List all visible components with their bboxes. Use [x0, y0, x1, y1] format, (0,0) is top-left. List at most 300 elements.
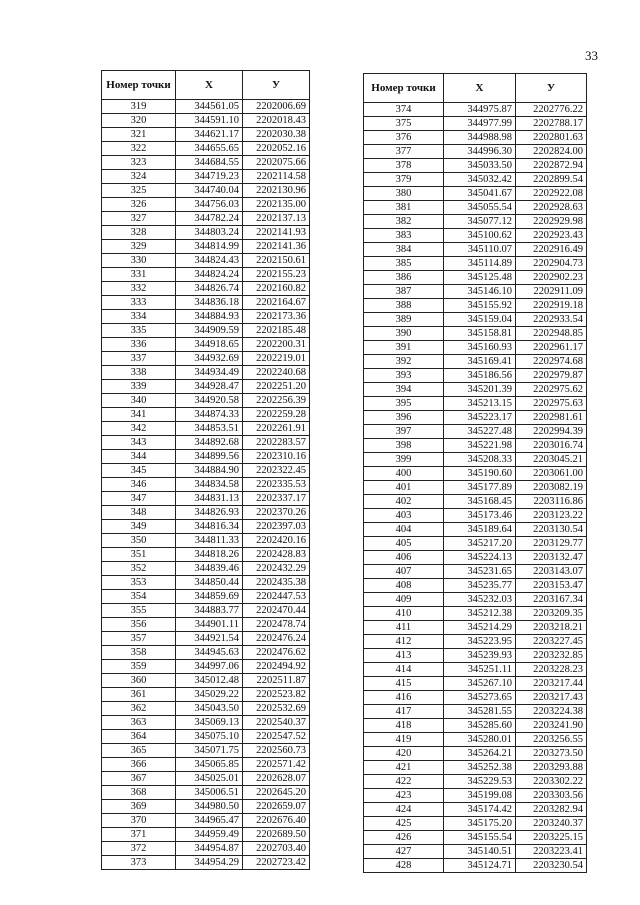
- y-coordinate-cell: 2202137.13: [243, 212, 310, 226]
- point-number-cell: 321: [102, 128, 176, 142]
- table-row: [102, 660, 310, 674]
- x-coordinate-cell: 345231.65: [444, 565, 516, 579]
- y-coordinate-cell: 2202397.03: [243, 520, 310, 534]
- y-coordinate-cell: 2202532.69: [243, 702, 310, 716]
- point-number-cell: 375: [364, 117, 444, 131]
- x-coordinate-cell: 345224.13: [444, 551, 516, 565]
- table-row: [364, 285, 587, 299]
- x-coordinate-cell: 345232.03: [444, 593, 516, 607]
- y-coordinate-cell: 2202628.07: [243, 772, 310, 786]
- x-coordinate-cell: 345190.60: [444, 467, 516, 481]
- table-row: [102, 520, 310, 534]
- table-row: [102, 128, 310, 142]
- x-coordinate-cell: 345160.93: [444, 341, 516, 355]
- y-coordinate-cell: 2202540.37: [243, 716, 310, 730]
- table-row: [364, 565, 587, 579]
- x-coordinate-cell: 344824.43: [176, 254, 243, 268]
- x-coordinate-cell: 344814.99: [176, 240, 243, 254]
- y-coordinate-cell: 2202723.42: [243, 856, 310, 870]
- y-coordinate-cell: 2202018.43: [243, 114, 310, 128]
- y-coordinate-cell: 2202141.36: [243, 240, 310, 254]
- x-coordinate-cell: 345239.93: [444, 649, 516, 663]
- x-coordinate-cell: 344928.47: [176, 380, 243, 394]
- y-coordinate-cell: 2202776.22: [516, 103, 587, 117]
- table-body-left: [102, 100, 310, 870]
- y-coordinate-cell: 2203129.77: [516, 537, 587, 551]
- y-coordinate-cell: 2202337.17: [243, 492, 310, 506]
- x-coordinate-cell: 344834.58: [176, 478, 243, 492]
- table-row: [364, 145, 587, 159]
- table-row: [364, 649, 587, 663]
- y-coordinate-cell: 2202259.28: [243, 408, 310, 422]
- point-number-cell: 381: [364, 201, 444, 215]
- point-number-cell: 325: [102, 184, 176, 198]
- point-number-cell: 392: [364, 355, 444, 369]
- table-row: [364, 551, 587, 565]
- y-coordinate-cell: 2202511.87: [243, 674, 310, 688]
- y-coordinate-cell: 2202801.63: [516, 131, 587, 145]
- table-row: [102, 814, 310, 828]
- point-number-cell: 384: [364, 243, 444, 257]
- point-number-cell: 324: [102, 170, 176, 184]
- point-number-cell: 361: [102, 688, 176, 702]
- point-number-cell: 337: [102, 352, 176, 366]
- x-coordinate-cell: 345264.21: [444, 747, 516, 761]
- y-coordinate-cell: 2202150.61: [243, 254, 310, 268]
- x-coordinate-cell: 344818.26: [176, 548, 243, 562]
- point-number-cell: 368: [102, 786, 176, 800]
- point-number-cell: 328: [102, 226, 176, 240]
- x-coordinate-cell: 344803.24: [176, 226, 243, 240]
- x-coordinate-cell: 345155.54: [444, 831, 516, 845]
- point-number-cell: 363: [102, 716, 176, 730]
- table-row: [364, 299, 587, 313]
- y-coordinate-cell: 2202006.69: [243, 100, 310, 114]
- point-number-cell: 398: [364, 439, 444, 453]
- point-number-cell: 353: [102, 576, 176, 590]
- y-coordinate-cell: 2202928.63: [516, 201, 587, 215]
- y-coordinate-cell: 2202130.96: [243, 184, 310, 198]
- x-coordinate-cell: 345173.46: [444, 509, 516, 523]
- table-row: [102, 212, 310, 226]
- point-number-cell: 422: [364, 775, 444, 789]
- x-coordinate-cell: 345189.64: [444, 523, 516, 537]
- y-coordinate-cell: 2202547.52: [243, 730, 310, 744]
- x-coordinate-cell: 345252.38: [444, 761, 516, 775]
- table-row: [364, 257, 587, 271]
- point-number-cell: 390: [364, 327, 444, 341]
- point-number-cell: 371: [102, 828, 176, 842]
- table-row: [102, 828, 310, 842]
- y-coordinate-cell: 2202923.43: [516, 229, 587, 243]
- point-number-cell: 348: [102, 506, 176, 520]
- y-coordinate-cell: 2202689.50: [243, 828, 310, 842]
- x-coordinate-cell: 344909.59: [176, 324, 243, 338]
- x-coordinate-cell: 344975.87: [444, 103, 516, 117]
- y-coordinate-cell: 2203217.44: [516, 677, 587, 691]
- y-coordinate-cell: 2202476.24: [243, 632, 310, 646]
- table-body-right: [364, 103, 587, 873]
- y-coordinate-cell: 2202929.98: [516, 215, 587, 229]
- point-number-cell: 414: [364, 663, 444, 677]
- point-number-cell: 338: [102, 366, 176, 380]
- point-number-cell: 323: [102, 156, 176, 170]
- y-coordinate-cell: 2203123.22: [516, 509, 587, 523]
- x-coordinate-cell: 344980.50: [176, 800, 243, 814]
- point-number-cell: 333: [102, 296, 176, 310]
- table-row: [364, 453, 587, 467]
- table-row: [364, 621, 587, 635]
- point-number-cell: 364: [102, 730, 176, 744]
- table-row: [364, 761, 587, 775]
- y-coordinate-cell: 2203225.15: [516, 831, 587, 845]
- y-coordinate-cell: 2202075.66: [243, 156, 310, 170]
- x-coordinate-cell: 344918.65: [176, 338, 243, 352]
- table-row: [102, 268, 310, 282]
- table-row: [364, 775, 587, 789]
- y-coordinate-cell: 2202994.39: [516, 425, 587, 439]
- y-coordinate-cell: 2202114.58: [243, 170, 310, 184]
- x-coordinate-cell: 344824.24: [176, 268, 243, 282]
- point-number-cell: 341: [102, 408, 176, 422]
- x-coordinate-cell: 345169.41: [444, 355, 516, 369]
- x-coordinate-cell: 345267.10: [444, 677, 516, 691]
- point-number-cell: 412: [364, 635, 444, 649]
- x-coordinate-cell: 344826.93: [176, 506, 243, 520]
- x-coordinate-cell: 345168.45: [444, 495, 516, 509]
- x-coordinate-cell: 345201.39: [444, 383, 516, 397]
- point-number-cell: 380: [364, 187, 444, 201]
- table-row: [364, 243, 587, 257]
- x-coordinate-cell: 345174.42: [444, 803, 516, 817]
- point-number-cell: 406: [364, 551, 444, 565]
- x-coordinate-cell: 344756.03: [176, 198, 243, 212]
- header-point-number: Номер точки: [364, 74, 444, 103]
- point-number-cell: 426: [364, 831, 444, 845]
- table-row: [102, 478, 310, 492]
- x-coordinate-cell: 344921.54: [176, 632, 243, 646]
- table-row: [102, 506, 310, 520]
- x-coordinate-cell: 344899.56: [176, 450, 243, 464]
- table-row: [364, 341, 587, 355]
- y-coordinate-cell: 2202322.45: [243, 464, 310, 478]
- y-coordinate-cell: 2203240.37: [516, 817, 587, 831]
- y-coordinate-cell: 2203227.45: [516, 635, 587, 649]
- x-coordinate-cell: 345212.38: [444, 607, 516, 621]
- table-row: [364, 369, 587, 383]
- x-coordinate-cell: 345177.89: [444, 481, 516, 495]
- point-number-cell: 399: [364, 453, 444, 467]
- y-coordinate-cell: 2202904.73: [516, 257, 587, 271]
- table-row: [102, 786, 310, 800]
- x-coordinate-cell: 345227.48: [444, 425, 516, 439]
- x-coordinate-cell: 344684.55: [176, 156, 243, 170]
- table-row: [364, 229, 587, 243]
- y-coordinate-cell: 2202974.68: [516, 355, 587, 369]
- y-coordinate-cell: 2202200.31: [243, 338, 310, 352]
- y-coordinate-cell: 2203143.07: [516, 565, 587, 579]
- table-row: [364, 103, 587, 117]
- x-coordinate-cell: 344997.06: [176, 660, 243, 674]
- x-coordinate-cell: 344740.04: [176, 184, 243, 198]
- y-coordinate-cell: 2203303.56: [516, 789, 587, 803]
- y-coordinate-cell: 2203230.54: [516, 859, 587, 873]
- table-header-row: [364, 74, 587, 103]
- y-coordinate-cell: 2202155.23: [243, 268, 310, 282]
- x-coordinate-cell: 344782.24: [176, 212, 243, 226]
- y-coordinate-cell: 2202919.18: [516, 299, 587, 313]
- point-number-cell: 397: [364, 425, 444, 439]
- y-coordinate-cell: 2202261.91: [243, 422, 310, 436]
- y-coordinate-cell: 2202872.94: [516, 159, 587, 173]
- table-row: [364, 439, 587, 453]
- table-row: [364, 747, 587, 761]
- y-coordinate-cell: 2202478.74: [243, 618, 310, 632]
- x-coordinate-cell: 344883.77: [176, 604, 243, 618]
- table-row: [364, 411, 587, 425]
- coordinates-table-left: [101, 70, 310, 870]
- point-number-cell: 394: [364, 383, 444, 397]
- y-coordinate-cell: 2202902.23: [516, 271, 587, 285]
- x-coordinate-cell: 345208.33: [444, 453, 516, 467]
- x-coordinate-cell: 344988.98: [444, 131, 516, 145]
- point-number-cell: 326: [102, 198, 176, 212]
- point-number-cell: 357: [102, 632, 176, 646]
- y-coordinate-cell: 2203241.90: [516, 719, 587, 733]
- y-coordinate-cell: 2203282.94: [516, 803, 587, 817]
- point-number-cell: 358: [102, 646, 176, 660]
- table-row: [364, 845, 587, 859]
- point-number-cell: 369: [102, 800, 176, 814]
- point-number-cell: 319: [102, 100, 176, 114]
- table-row: [102, 198, 310, 212]
- x-coordinate-cell: 345125.48: [444, 271, 516, 285]
- y-coordinate-cell: 2202240.68: [243, 366, 310, 380]
- x-coordinate-cell: 344965.47: [176, 814, 243, 828]
- y-coordinate-cell: 2203228.23: [516, 663, 587, 677]
- y-coordinate-cell: 2202219.01: [243, 352, 310, 366]
- table-row: [102, 618, 310, 632]
- x-coordinate-cell: 345012.48: [176, 674, 243, 688]
- x-coordinate-cell: 345214.29: [444, 621, 516, 635]
- y-coordinate-cell: 2202494.92: [243, 660, 310, 674]
- x-coordinate-cell: 344945.63: [176, 646, 243, 660]
- point-number-cell: 343: [102, 436, 176, 450]
- x-coordinate-cell: 345159.04: [444, 313, 516, 327]
- table-row: [102, 310, 310, 324]
- y-coordinate-cell: 2202975.62: [516, 383, 587, 397]
- point-number-cell: 320: [102, 114, 176, 128]
- point-number-cell: 402: [364, 495, 444, 509]
- y-coordinate-cell: 2203132.47: [516, 551, 587, 565]
- x-coordinate-cell: 345273.65: [444, 691, 516, 705]
- x-coordinate-cell: 345032.42: [444, 173, 516, 187]
- x-coordinate-cell: 345186.56: [444, 369, 516, 383]
- x-coordinate-cell: 344836.18: [176, 296, 243, 310]
- x-coordinate-cell: 344901.11: [176, 618, 243, 632]
- x-coordinate-cell: 344591.10: [176, 114, 243, 128]
- table-row: [102, 254, 310, 268]
- x-coordinate-cell: 345025.01: [176, 772, 243, 786]
- y-coordinate-cell: 2202283.57: [243, 436, 310, 450]
- y-coordinate-cell: 2203016.74: [516, 439, 587, 453]
- y-coordinate-cell: 2202922.08: [516, 187, 587, 201]
- table-row: [102, 464, 310, 478]
- x-coordinate-cell: 344934.49: [176, 366, 243, 380]
- point-number-cell: 350: [102, 534, 176, 548]
- point-number-cell: 382: [364, 215, 444, 229]
- table-row: [364, 327, 587, 341]
- y-coordinate-cell: 2203116.86: [516, 495, 587, 509]
- point-number-cell: 418: [364, 719, 444, 733]
- page-number: 33: [585, 48, 598, 63]
- table-row: [102, 394, 310, 408]
- x-coordinate-cell: 345114.89: [444, 257, 516, 271]
- x-coordinate-cell: 344850.44: [176, 576, 243, 590]
- y-coordinate-cell: 2202141.93: [243, 226, 310, 240]
- table-row: [364, 509, 587, 523]
- point-number-cell: 340: [102, 394, 176, 408]
- y-coordinate-cell: 2203293.88: [516, 761, 587, 775]
- x-coordinate-cell: 345041.67: [444, 187, 516, 201]
- x-coordinate-cell: 345175.20: [444, 817, 516, 831]
- x-coordinate-cell: 344959.49: [176, 828, 243, 842]
- table-row: [102, 324, 310, 338]
- point-number-cell: 387: [364, 285, 444, 299]
- point-number-cell: 421: [364, 761, 444, 775]
- point-number-cell: 395: [364, 397, 444, 411]
- table-row: [102, 142, 310, 156]
- table-row: [364, 789, 587, 803]
- table-row: [102, 184, 310, 198]
- table-row: [364, 215, 587, 229]
- y-coordinate-cell: 2202135.00: [243, 198, 310, 212]
- table-row: [364, 537, 587, 551]
- y-coordinate-cell: 2202981.61: [516, 411, 587, 425]
- x-coordinate-cell: 345069.13: [176, 716, 243, 730]
- table-row: [364, 523, 587, 537]
- y-coordinate-cell: 2202676.40: [243, 814, 310, 828]
- y-coordinate-cell: 2202961.17: [516, 341, 587, 355]
- point-number-cell: 415: [364, 677, 444, 691]
- y-coordinate-cell: 2202899.54: [516, 173, 587, 187]
- y-coordinate-cell: 2202447.53: [243, 590, 310, 604]
- table-row: [364, 607, 587, 621]
- table-row: [102, 534, 310, 548]
- point-number-cell: 386: [364, 271, 444, 285]
- x-coordinate-cell: 345213.15: [444, 397, 516, 411]
- table-row: [102, 772, 310, 786]
- x-coordinate-cell: 344561.05: [176, 100, 243, 114]
- point-number-cell: 365: [102, 744, 176, 758]
- header-y: У: [243, 71, 310, 100]
- x-coordinate-cell: 345199.08: [444, 789, 516, 803]
- table-row: [364, 173, 587, 187]
- table-row: [102, 674, 310, 688]
- point-number-cell: 383: [364, 229, 444, 243]
- table-row: [364, 481, 587, 495]
- x-coordinate-cell: 345281.55: [444, 705, 516, 719]
- table-row: [102, 240, 310, 254]
- y-coordinate-cell: 2202933.54: [516, 313, 587, 327]
- x-coordinate-cell: 344719.23: [176, 170, 243, 184]
- point-number-cell: 336: [102, 338, 176, 352]
- point-number-cell: 335: [102, 324, 176, 338]
- y-coordinate-cell: 2202788.17: [516, 117, 587, 131]
- table-row: [102, 436, 310, 450]
- y-coordinate-cell: 2203302.22: [516, 775, 587, 789]
- x-coordinate-cell: 345100.62: [444, 229, 516, 243]
- x-coordinate-cell: 345065.85: [176, 758, 243, 772]
- x-coordinate-cell: 345285.60: [444, 719, 516, 733]
- x-coordinate-cell: 344977.99: [444, 117, 516, 131]
- point-number-cell: 374: [364, 103, 444, 117]
- y-coordinate-cell: 2202160.82: [243, 282, 310, 296]
- x-coordinate-cell: 345110.07: [444, 243, 516, 257]
- y-coordinate-cell: 2202703.40: [243, 842, 310, 856]
- point-number-cell: 346: [102, 478, 176, 492]
- y-coordinate-cell: 2203223.41: [516, 845, 587, 859]
- x-coordinate-cell: 345158.81: [444, 327, 516, 341]
- coordinates-table-right: [363, 73, 587, 873]
- point-number-cell: 379: [364, 173, 444, 187]
- x-coordinate-cell: 345043.50: [176, 702, 243, 716]
- table-row: [364, 355, 587, 369]
- x-coordinate-cell: 345223.17: [444, 411, 516, 425]
- x-coordinate-cell: 345055.54: [444, 201, 516, 215]
- y-coordinate-cell: 2202310.16: [243, 450, 310, 464]
- x-coordinate-cell: 344954.29: [176, 856, 243, 870]
- table-row: [102, 590, 310, 604]
- point-number-cell: 407: [364, 565, 444, 579]
- table-row: [364, 677, 587, 691]
- y-coordinate-cell: 2202523.82: [243, 688, 310, 702]
- x-coordinate-cell: 344920.58: [176, 394, 243, 408]
- point-number-cell: 339: [102, 380, 176, 394]
- point-number-cell: 322: [102, 142, 176, 156]
- point-number-cell: 378: [364, 159, 444, 173]
- y-coordinate-cell: 2202256.39: [243, 394, 310, 408]
- point-number-cell: 420: [364, 747, 444, 761]
- x-coordinate-cell: 345235.77: [444, 579, 516, 593]
- point-number-cell: 347: [102, 492, 176, 506]
- point-number-cell: 367: [102, 772, 176, 786]
- x-coordinate-cell: 345075.10: [176, 730, 243, 744]
- point-number-cell: 373: [102, 856, 176, 870]
- table-row: [364, 131, 587, 145]
- point-number-cell: 370: [102, 814, 176, 828]
- y-coordinate-cell: 2202911.09: [516, 285, 587, 299]
- table-row: [102, 632, 310, 646]
- point-number-cell: 372: [102, 842, 176, 856]
- point-number-cell: 401: [364, 481, 444, 495]
- point-number-cell: 410: [364, 607, 444, 621]
- x-coordinate-cell: 345033.50: [444, 159, 516, 173]
- y-coordinate-cell: 2202435.38: [243, 576, 310, 590]
- header-x: X: [444, 74, 516, 103]
- table-row: [102, 562, 310, 576]
- table-row: [102, 744, 310, 758]
- table-row: [102, 646, 310, 660]
- table-row: [102, 226, 310, 240]
- point-number-cell: 404: [364, 523, 444, 537]
- x-coordinate-cell: 345280.01: [444, 733, 516, 747]
- table-row: [102, 338, 310, 352]
- y-coordinate-cell: 2203273.50: [516, 747, 587, 761]
- table-row: [364, 831, 587, 845]
- table-row: [102, 366, 310, 380]
- point-number-cell: 424: [364, 803, 444, 817]
